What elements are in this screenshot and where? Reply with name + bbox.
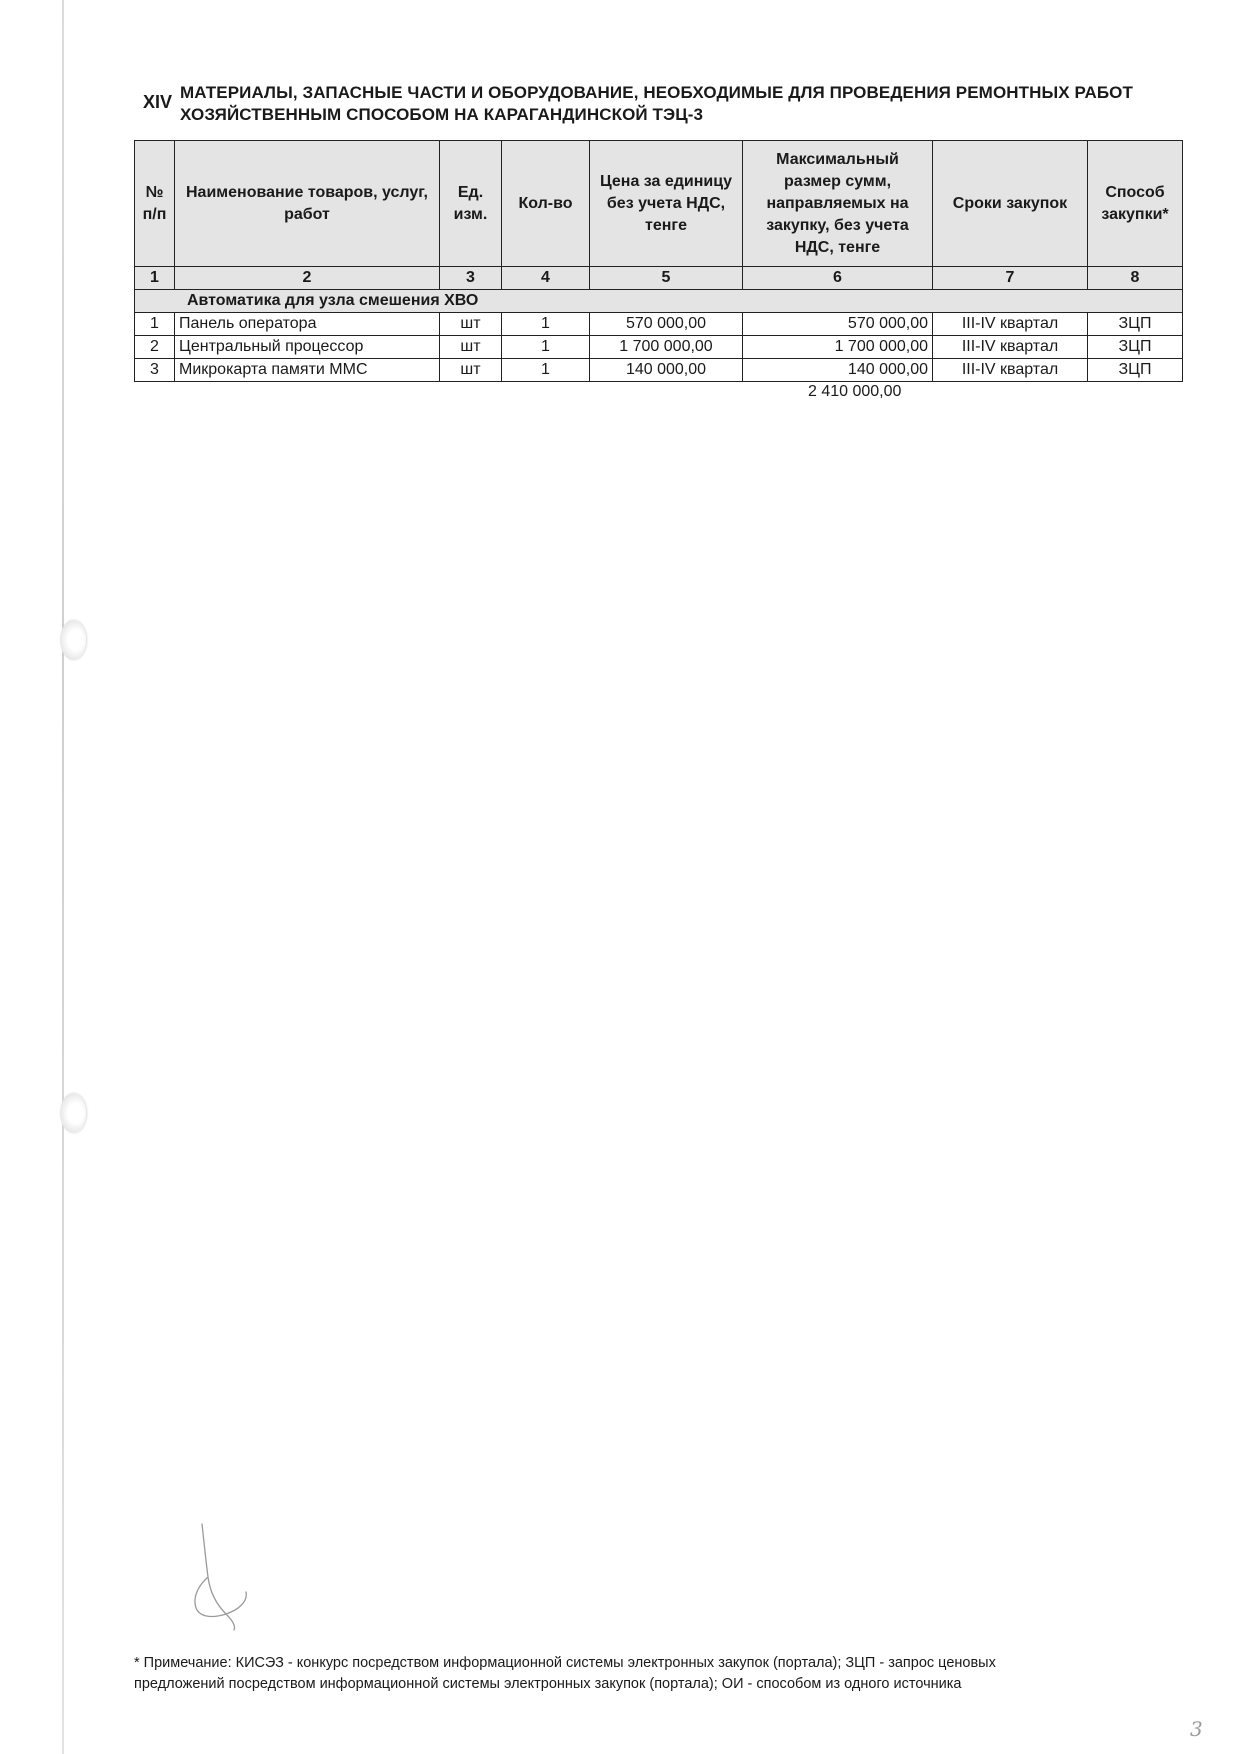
item-max-sum: 1 700 000,00 (743, 336, 933, 359)
procurement-table (134, 140, 1183, 382)
item-unit-price: 570 000,00 (590, 313, 743, 336)
column-number-cell: 7 (933, 267, 1088, 290)
item-unit-price: 140 000,00 (590, 359, 743, 382)
column-number-cell: 2 (175, 267, 440, 290)
table-header-row (135, 141, 1183, 267)
document-title (180, 82, 1180, 126)
row-number: 3 (135, 359, 175, 382)
table-row (135, 313, 1183, 336)
item-name: Панель оператора (175, 313, 440, 336)
header-cell-name: Наименование товаров, услуг, работ (175, 141, 440, 267)
group-row (135, 290, 1183, 313)
item-unit: шт (440, 359, 502, 382)
row-number: 2 (135, 336, 175, 359)
item-method: ЗЦП (1088, 313, 1183, 336)
page-binding-edge (62, 0, 64, 1754)
punch-hole (60, 1093, 86, 1133)
item-quantity: 1 (502, 359, 590, 382)
punch-hole (60, 620, 86, 660)
item-unit: шт (440, 336, 502, 359)
item-unit-price: 1 700 000,00 (590, 336, 743, 359)
item-method: ЗЦП (1088, 359, 1183, 382)
document-title-line: МАТЕРИАЛЫ, ЗАПАСНЫЕ ЧАСТИ И ОБОРУДОВАНИЕ, НЕОБХОДИМЫЕ ДЛЯ ПРОВЕДЕНИЯ РЕМОНТНЫХ РАБОТ (180, 83, 1133, 102)
item-unit: шт (440, 313, 502, 336)
grand-total: 2 410 000,00 (808, 383, 902, 400)
column-number-cell: 5 (590, 267, 743, 290)
column-number-row (135, 267, 1183, 290)
table-row (135, 359, 1183, 382)
column-number-cell: 1 (135, 267, 175, 290)
footnote (134, 1653, 1134, 1695)
header-cell-quantity: Кол-во (502, 141, 590, 267)
column-number-cell: 3 (440, 267, 502, 290)
item-quantity: 1 (502, 313, 590, 336)
header-cell-max-sum: Максимальный размер сумм, направляемых на закупку, без учета НДС, тенге (743, 141, 933, 267)
header-cell-method: Способ закупки* (1088, 141, 1183, 267)
handwritten-signature-icon (186, 1522, 266, 1632)
table-row (135, 336, 1183, 359)
header-cell-unit-price: Цена за единицу без учета НДС, тенге (590, 141, 743, 267)
row-number: 1 (135, 313, 175, 336)
item-method: ЗЦП (1088, 336, 1183, 359)
item-term: III-IV квартал (933, 359, 1088, 382)
item-term: III-IV квартал (933, 336, 1088, 359)
header-cell-number: № п/п (135, 141, 175, 267)
group-title: Автоматика для узла смешения ХВО (135, 290, 1183, 313)
item-name: Микрокарта памяти ММС (175, 359, 440, 382)
item-quantity: 1 (502, 336, 590, 359)
footnote-line: * Примечание: КИСЭЗ - конкурс посредством информационной системы электронных закупок (портала); ЗЦП - запрос ценовых (134, 1655, 996, 1671)
item-max-sum: 140 000,00 (743, 359, 933, 382)
footnote-line: предложений посредством информационной системы электронных закупок (портала); ОИ - способом из одного источника (134, 1676, 962, 1692)
document-title-line: ХОЗЯЙСТВЕННЫМ СПОСОБОМ НА КАРАГАНДИНСКОЙ ТЭЦ-3 (180, 105, 704, 124)
item-max-sum: 570 000,00 (743, 313, 933, 336)
column-number-cell: 6 (743, 267, 933, 290)
header-cell-unit: Ед. изм. (440, 141, 502, 267)
column-number-cell: 8 (1088, 267, 1183, 290)
item-name: Центральный процессор (175, 336, 440, 359)
header-cell-term: Сроки закупок (933, 141, 1088, 267)
item-term: III-IV квартал (933, 313, 1088, 336)
section-numeral: XIV (143, 92, 173, 112)
page-number: 3 (1190, 1717, 1203, 1741)
column-number-cell: 4 (502, 267, 590, 290)
